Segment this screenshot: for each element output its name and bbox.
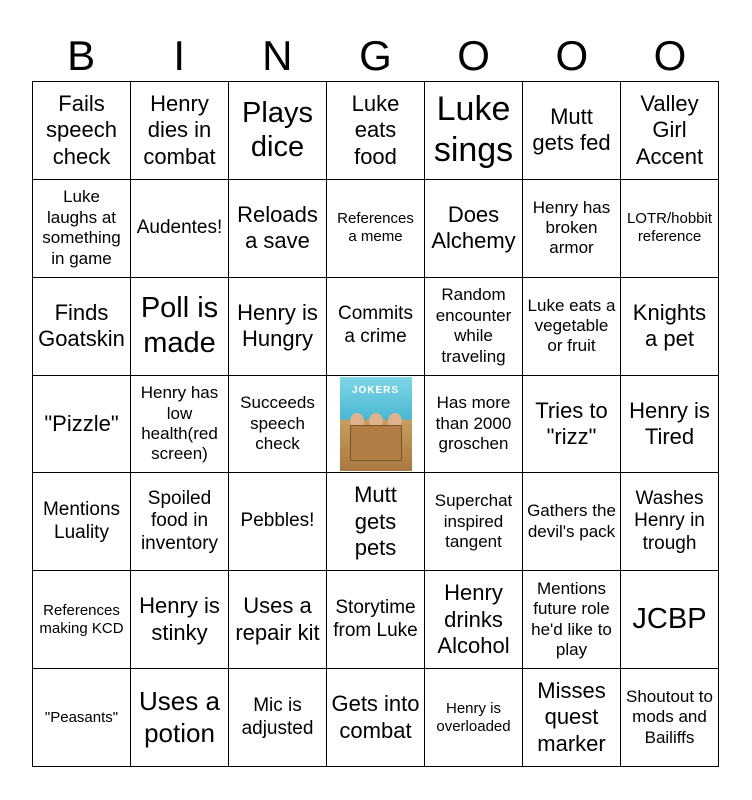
bingo-cell[interactable]: LOTR/hobbit reference (621, 180, 719, 278)
header-letter-o: O (653, 32, 687, 79)
header-letter-o: O (457, 32, 490, 79)
free-space-cell[interactable] (327, 376, 425, 474)
bingo-cell[interactable]: Finds Goatskin (33, 278, 131, 376)
bingo-cell[interactable]: Reloads a save (229, 180, 327, 278)
bingo-cell[interactable]: Commits a crime (327, 278, 425, 376)
bingo-cell[interactable]: JCBP (621, 571, 719, 669)
header-letter-o: O (555, 32, 589, 79)
bingo-cell[interactable]: Has more than 2000 groschen (425, 376, 523, 474)
free-space-image (340, 377, 412, 471)
cardboard-box-icon (350, 425, 402, 461)
bingo-cell[interactable]: References a meme (327, 180, 425, 278)
bingo-cell[interactable]: Gathers the devil's pack (523, 473, 621, 571)
bingo-header (32, 30, 719, 82)
bingo-cell[interactable]: Plays dice (229, 82, 327, 180)
header-letter-i: I (173, 32, 186, 79)
bingo-cell[interactable]: Knights a pet (621, 278, 719, 376)
bingo-cell[interactable]: Pebbles! (229, 473, 327, 571)
bingo-cell[interactable]: Mentions Luality (33, 473, 131, 571)
bingo-cell[interactable]: Shoutout to mods and Bailiffs (621, 669, 719, 767)
bingo-cell[interactable]: Luke eats a vegetable or fruit (523, 278, 621, 376)
bingo-cell[interactable]: "Peasants" (33, 669, 131, 767)
bingo-cell[interactable]: Uses a potion (131, 669, 229, 767)
bingo-cell[interactable]: Henry is Hungry (229, 278, 327, 376)
bingo-cell[interactable]: Spoiled food in inventory (131, 473, 229, 571)
bingo-cell[interactable]: Luke sings (425, 82, 523, 180)
bingo-cell[interactable]: Storytime from Luke (327, 571, 425, 669)
bingo-cell[interactable]: Superchat inspired tangent (425, 473, 523, 571)
bingo-cell[interactable]: Audentes! (131, 180, 229, 278)
bingo-cell[interactable]: "Pizzle" (33, 376, 131, 474)
header-letter-g: G (359, 32, 392, 79)
header-letter-b: B (67, 32, 96, 79)
bingo-cell[interactable]: Mutt gets fed (523, 82, 621, 180)
bingo-cell[interactable]: Henry has broken armor (523, 180, 621, 278)
bingo-cell[interactable]: Henry has low health(red screen) (131, 376, 229, 474)
bingo-cell[interactable]: Henry dies in combat (131, 82, 229, 180)
bingo-cell[interactable]: Succeeds speech check (229, 376, 327, 474)
bingo-cell[interactable]: Fails speech check (33, 82, 131, 180)
header-letter-n: N (262, 32, 293, 79)
bingo-cell[interactable]: Mentions future role he'd like to play (523, 571, 621, 669)
bingo-grid (32, 81, 719, 767)
bingo-cell[interactable]: Henry is Tired (621, 376, 719, 474)
bingo-cell[interactable]: Luke eats food (327, 82, 425, 180)
bingo-cell[interactable]: Washes Henry in trough (621, 473, 719, 571)
bingo-cell[interactable]: Misses quest marker (523, 669, 621, 767)
bingo-cell[interactable]: References making KCD (33, 571, 131, 669)
bingo-cell[interactable]: Gets into combat (327, 669, 425, 767)
bingo-cell[interactable]: Poll is made (131, 278, 229, 376)
bingo-cell[interactable]: Henry drinks Alcohol (425, 571, 523, 669)
bingo-cell[interactable]: Henry is stinky (131, 571, 229, 669)
bingo-cell[interactable]: Random encounter while traveling (425, 278, 523, 376)
bingo-cell[interactable]: Valley Girl Accent (621, 82, 719, 180)
bingo-cell[interactable]: Tries to "rizz" (523, 376, 621, 474)
bingo-cell[interactable]: Does Alchemy (425, 180, 523, 278)
bingo-cell[interactable]: Uses a repair kit (229, 571, 327, 669)
bingo-cell[interactable]: Henry is overloaded (425, 669, 523, 767)
bingo-cell[interactable]: Mic is adjusted (229, 669, 327, 767)
bingo-cell[interactable]: Luke laughs at something in game (33, 180, 131, 278)
free-space-title: JOKERS (351, 385, 400, 396)
bingo-cell[interactable]: Mutt gets pets (327, 473, 425, 571)
